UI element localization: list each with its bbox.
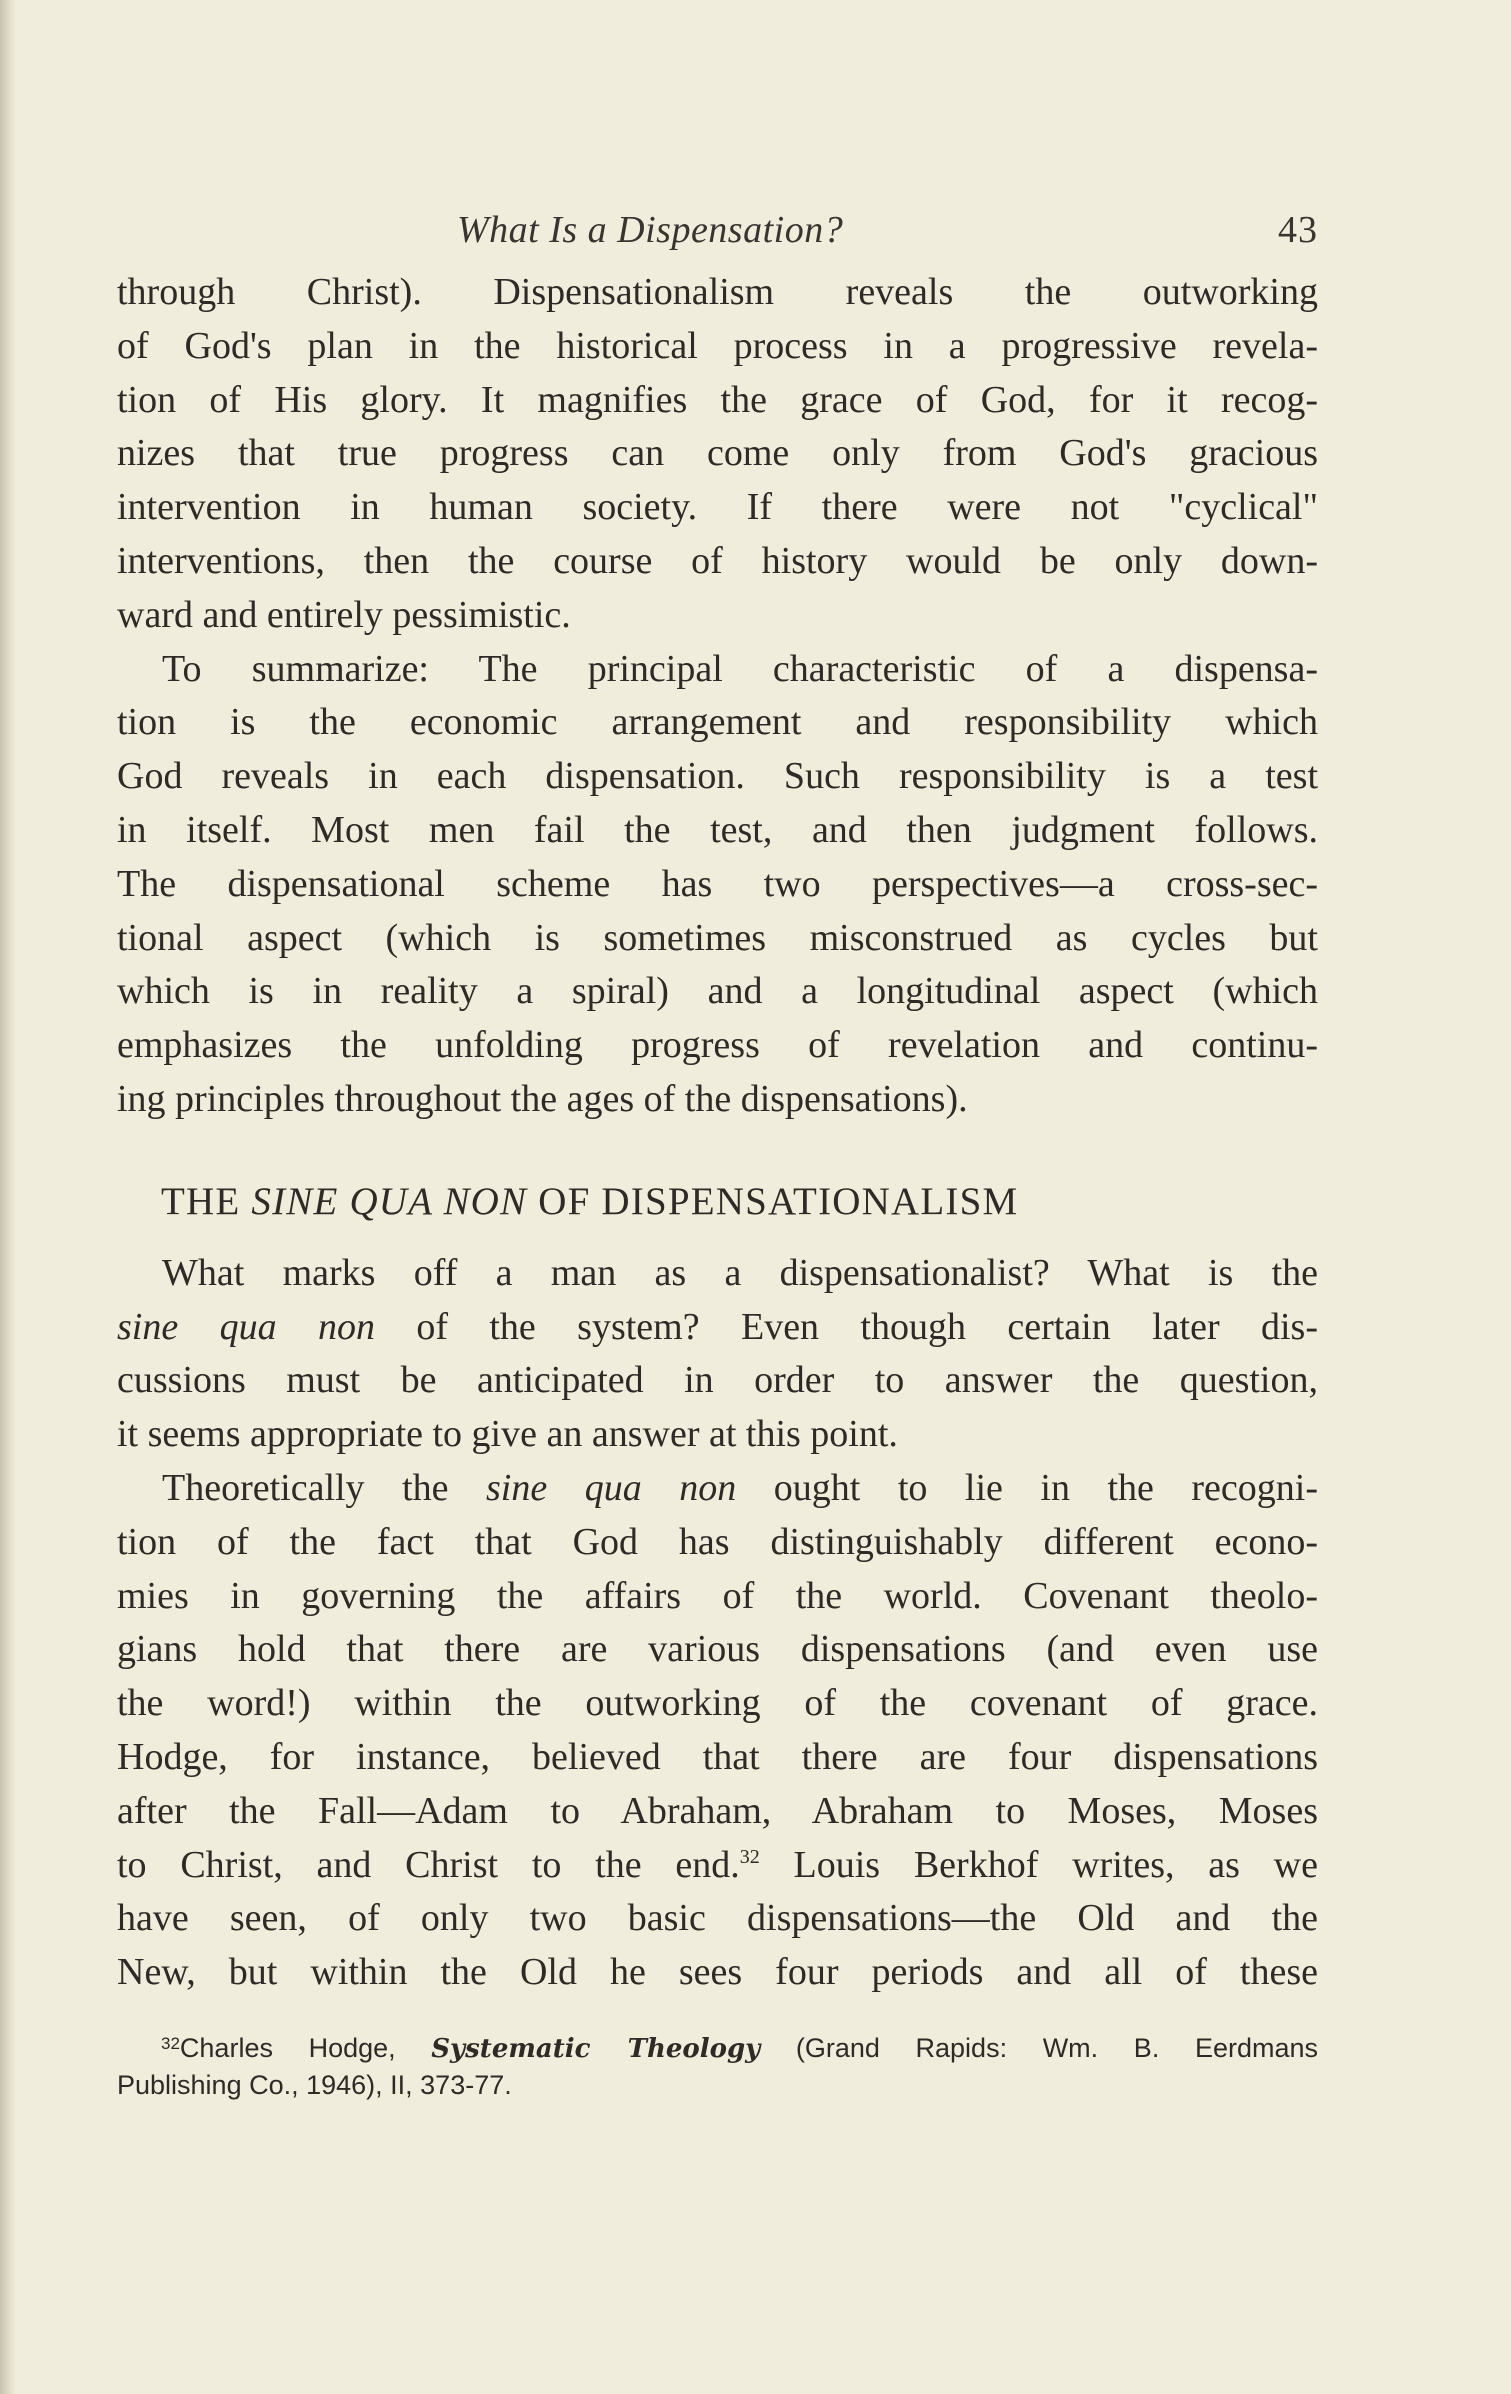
text-line: interventions, then the course of history would be only down- (117, 539, 1318, 582)
italic-phrase: sine qua non (486, 1466, 737, 1509)
text-line: ing principles throughout the ages of the dispensations). (117, 1077, 968, 1120)
text-line: nizes that true progress can come only from God's gracious (117, 432, 1318, 475)
paragraph-3 (117, 1247, 1318, 1462)
text-run: Theoretically the (162, 1466, 487, 1509)
footnote-line: Publishing Co., 1946), II, 373-77. (117, 2069, 512, 2100)
heading-suffix: OF DISPENSATIONALISM (527, 1179, 1019, 1223)
text-line: tion of His glory. It magnifies the grace of God, for it recog- (117, 378, 1318, 421)
book-page (117, 200, 1318, 2103)
text-line: of God's plan in the historical process in a progressive revela- (117, 324, 1318, 367)
paragraph-2 (117, 643, 1318, 1127)
running-head-title: What Is a Dispensation? (457, 209, 844, 251)
text-line: tion is the economic arrangement and responsibility which (117, 701, 1318, 744)
footnote-number: 32 (161, 2033, 180, 2053)
text-line: What marks off a man as a dispensationalist? What is the (162, 1251, 1318, 1294)
text-line: The dispensational scheme has two perspectives—a cross-sec- (117, 862, 1318, 905)
text-run: Louis Berkhof writes, as we (759, 1843, 1318, 1886)
text-line: New, but within the Old he sees four periods and all of these (117, 1951, 1318, 1994)
text-line: which is in reality a spiral) and a longitudinal aspect (which (117, 970, 1318, 1013)
text-line: ward and entirely pessimistic. (117, 593, 571, 636)
text-line: gians hold that there are various dispensations (and even use (117, 1628, 1318, 1671)
text-line: it seems appropriate to give an answer at this point. (117, 1413, 898, 1456)
text-run: of the system? Even though certain later dis- (374, 1305, 1318, 1348)
text-line: intervention in human society. If there were not "cyclical" (117, 486, 1318, 529)
footnote-reference: 32 (739, 1845, 760, 1868)
text-line: To summarize: The principal characteristic of a dispensa- (162, 647, 1318, 690)
page-number: 43 (1278, 209, 1318, 251)
running-head (117, 200, 1318, 270)
footnote-author: Charles Hodge, (179, 2032, 432, 2063)
body-text (117, 266, 1318, 2000)
text-line: emphasizes the unfolding progress of revelation and continu- (117, 1024, 1318, 1067)
text-line: cussions must be anticipated in order to answer the question, (117, 1359, 1318, 1402)
footnote-line (117, 2030, 1318, 2067)
text-line: the word!) within the outworking of the covenant of grace. (117, 1682, 1318, 1725)
text-run: to Christ, and Christ to the end. (117, 1843, 740, 1886)
text-line: have seen, of only two basic dispensations—the Old and the (117, 1897, 1318, 1940)
text-line: after the Fall—Adam to Abraham, Abraham to Moses, Moses (117, 1789, 1318, 1832)
text-line: through Christ). Dispensationalism reveals the outworking (117, 271, 1318, 313)
page-edge-shadow (0, 0, 16, 2394)
text-line: tion of the fact that God has distinguishably different econo- (117, 1520, 1318, 1563)
paragraph-1 (117, 266, 1318, 643)
text-line: tional aspect (which is sometimes misconstrued as cycles but (117, 916, 1318, 959)
text-line: Hodge, for instance, believed that there are four dispensations (117, 1735, 1318, 1778)
footnote (117, 2030, 1318, 2103)
text-line: God reveals in each dispensation. Such responsibility is a test (117, 755, 1318, 798)
text-line (117, 1301, 1318, 1355)
heading-prefix: THE (161, 1179, 252, 1223)
text-line (117, 1839, 1318, 1893)
text-run: ought to lie in the recogni- (736, 1466, 1318, 1509)
text-line: in itself. Most men fail the test, and then judgment follows. (117, 808, 1318, 851)
text-line (117, 1462, 1318, 1516)
paragraph-4 (117, 1462, 1318, 2000)
text-line: mies in governing the affairs of the world. Covenant theolo- (117, 1574, 1318, 1617)
footnote-book-title: Systematic Theology (431, 2033, 761, 2064)
italic-phrase: sine qua non (117, 1305, 375, 1348)
section-heading (117, 1175, 1318, 1233)
footnote-publisher: (Grand Rapids: Wm. B. Eerdmans (760, 2032, 1318, 2063)
heading-italic: SINE QUA NON (251, 1179, 528, 1223)
